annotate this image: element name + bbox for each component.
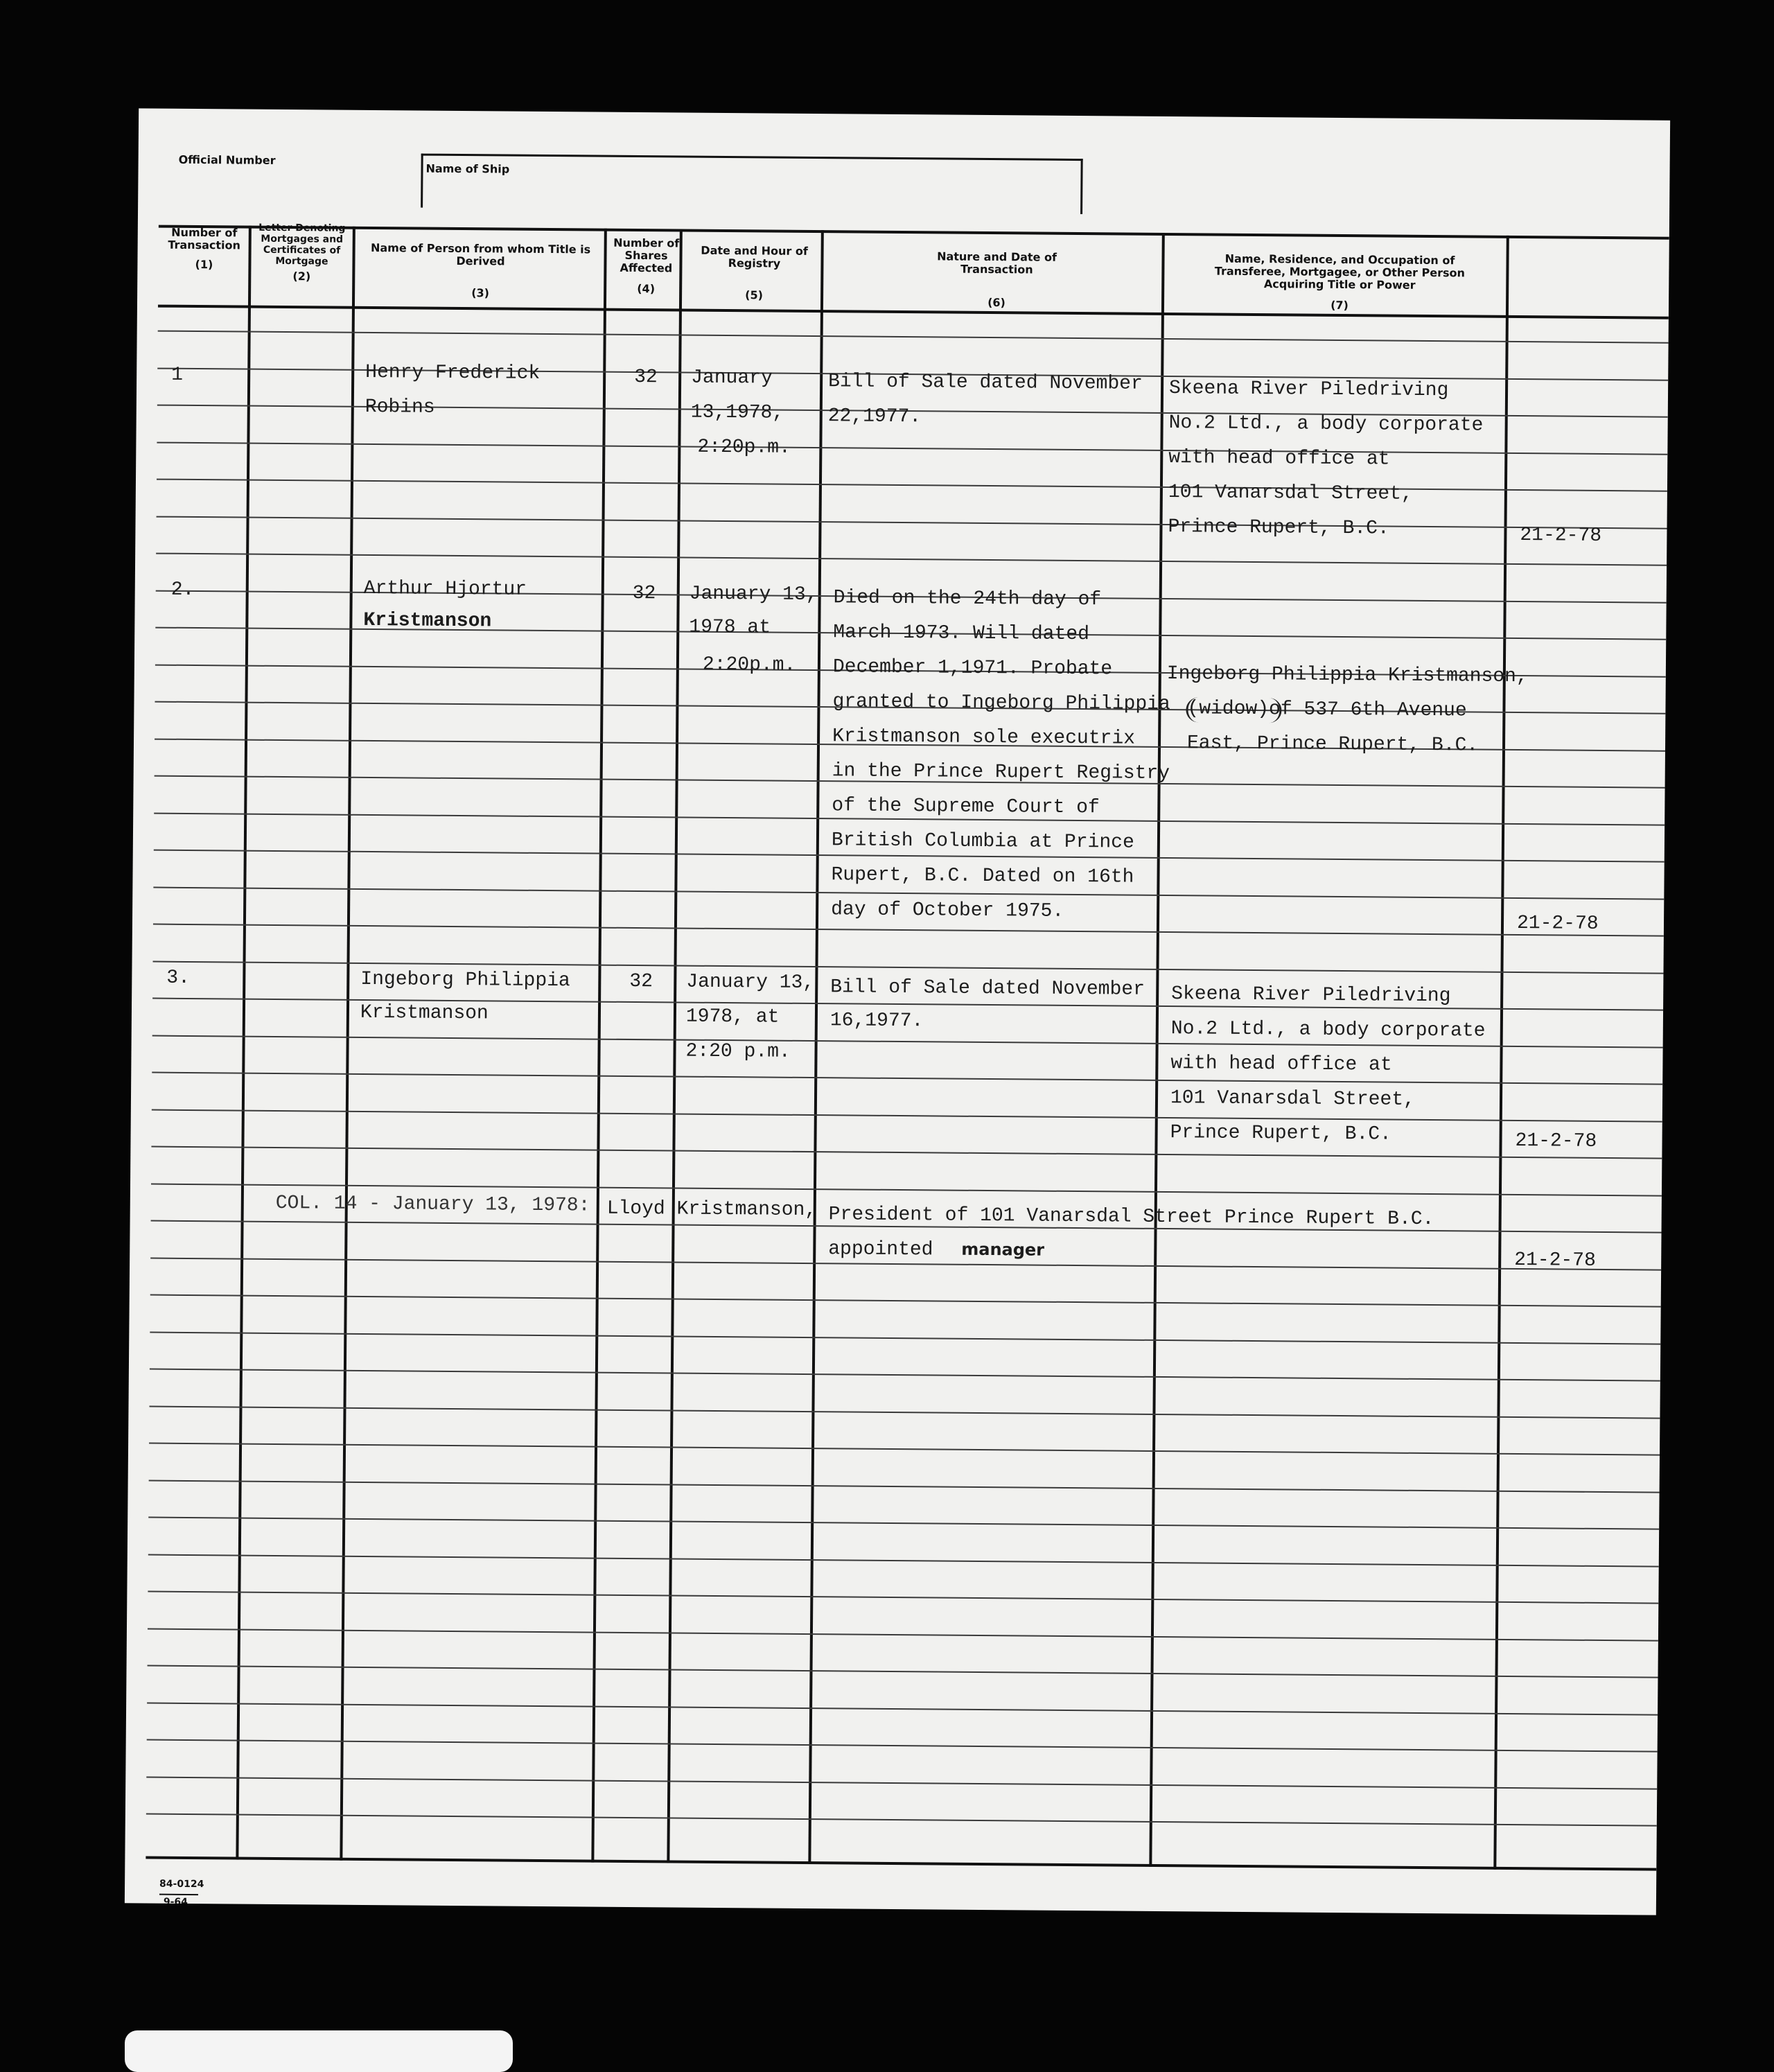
col-rule-2 <box>340 227 355 1861</box>
entry2-nature-line6: in the Prince Rupert Registry <box>832 760 1170 785</box>
col3-number: (3) <box>471 286 490 300</box>
col2-number: (2) <box>292 270 311 283</box>
col5-header <box>688 245 820 302</box>
entry3-transferee-line4: 101 Vanarsdal Street, <box>1170 1087 1416 1111</box>
ruled-line <box>148 1628 1658 1642</box>
ruled-line <box>153 887 1664 900</box>
entry1-transferee-line3: with head office at <box>1168 447 1390 471</box>
entry2-transferee-line1: Ingeborg Philippia Kristmanson, <box>1166 663 1528 688</box>
entry2-nature-line8: British Columbia at Prince <box>831 829 1134 854</box>
entry1-registry-line2: 13,1978, <box>690 401 784 424</box>
col7-number: (7) <box>1330 298 1349 313</box>
entry2-nature-line1: Died on the 24th day of <box>833 587 1102 611</box>
col6-number: (6) <box>987 295 1005 310</box>
entry2-nature-line10: day of October 1975. <box>831 899 1064 922</box>
col5-number: (5) <box>745 288 764 302</box>
ruled-line <box>149 1480 1660 1493</box>
entry3-nature-line1: Bill of Sale dated November <box>830 976 1145 1001</box>
ruled-line <box>146 1777 1657 1790</box>
ruled-lines <box>139 108 1670 120</box>
col-rule-3 <box>591 229 607 1863</box>
entry3-registry-line2: 1978, at <box>685 1006 780 1028</box>
ruled-line <box>152 1072 1662 1085</box>
col4-number: (4) <box>637 282 656 296</box>
note-col-ref: COL. 14 - January 13, 1978: <box>275 1192 590 1217</box>
entry2-transferee-line2: (widow)of 537 6th Avenue <box>1187 698 1467 722</box>
entry2-nature-line4: granted to Ingeborg Philippia <box>832 691 1170 716</box>
ruled-line <box>157 442 1667 455</box>
entry3-transferee-line2: No.2 Ltd., a body corporate <box>1170 1018 1486 1042</box>
ruled-line <box>150 1332 1660 1345</box>
col4-header-text: Number of Shares Affected <box>613 236 680 275</box>
ruled-line <box>156 553 1667 566</box>
entry2-nature-line9: Rupert, B.C. Dated on 16th <box>831 864 1134 888</box>
form-number-rule <box>159 1894 198 1895</box>
entry2-nature-line3: December 1,1971. Probate <box>832 656 1113 681</box>
entry3-registry-line3: 2:20 p.m. <box>685 1040 791 1063</box>
table-bottom-rule <box>146 1856 1656 1871</box>
ruled-line <box>147 1703 1658 1716</box>
form-number: 84-0124 <box>159 1878 204 1890</box>
entry2-shares: 32 <box>632 582 656 605</box>
ruled-line <box>148 1665 1658 1678</box>
ruled-line <box>147 1739 1658 1753</box>
mount-tab <box>125 2030 513 2072</box>
table-top-rule <box>159 225 1669 240</box>
entry2-nature-line2: March 1973. Will dated <box>833 622 1090 646</box>
entry1-transferee-line1: Skeena River Piledriving <box>1168 378 1449 402</box>
ruled-line <box>150 1294 1661 1308</box>
ruled-line <box>149 1443 1660 1456</box>
ruled-line <box>149 1406 1660 1419</box>
ship-box-top <box>421 154 1083 161</box>
col7-header-text: Name, Residence, and Occupation of Transferee, Mortgagee, or Other Person Acquiring Title or Power <box>1214 252 1466 292</box>
note-name: Lloyd Kristmanson, <box>606 1197 817 1222</box>
col4-header <box>613 237 680 296</box>
entry2-number: 2. <box>170 579 195 602</box>
entry3-shares: 32 <box>629 970 653 993</box>
col-rule-5 <box>808 230 824 1864</box>
entry2-registry-line3: 2:20p.m. <box>702 653 796 676</box>
ruled-line <box>148 1591 1658 1604</box>
entry3-transferee-line3: with head office at <box>1170 1053 1392 1076</box>
entry2-from-line1: Arthur Hjortur <box>363 577 527 601</box>
ruled-line <box>157 516 1667 529</box>
entry1-number: 1 <box>171 364 184 386</box>
entry2-nature-line5: Kristmanson sole executrix <box>832 726 1136 750</box>
entry2-registry-line2: 1978 at <box>689 616 771 639</box>
ruled-line <box>151 1146 1662 1159</box>
entry3-from-line1: Ingeborg Philippia <box>360 968 570 992</box>
entry1-registry-line1: January <box>691 367 773 389</box>
col3-header-text: Name of Person from whom Title is Derived <box>370 240 591 268</box>
ruled-line <box>158 331 1669 344</box>
entry2-margin-date: 21-2-78 <box>1516 913 1599 935</box>
entry1-nature-line2: 22,1977. <box>827 405 922 428</box>
note-margin-date: 21-2-78 <box>1514 1249 1596 1272</box>
entry2-registry-line1: January 13, <box>689 583 818 606</box>
entry3-from-line2: Kristmanson <box>360 1001 489 1025</box>
col-rule-7 <box>1493 236 1509 1870</box>
note-text-line2: appointed <box>828 1238 933 1261</box>
entry3-margin-date: 21-2-78 <box>1515 1130 1597 1152</box>
ship-box-right <box>1080 159 1083 214</box>
col1-header <box>159 227 248 272</box>
note-role: manager <box>961 1239 1045 1260</box>
col1-number: (1) <box>195 258 213 272</box>
entry3-transferee-line5: Prince Rupert, B.C. <box>1170 1122 1392 1145</box>
entry3-registry-line1: January 13, <box>686 971 815 994</box>
entry1-margin-date: 21-2-78 <box>1520 525 1602 547</box>
col2-header <box>251 222 353 283</box>
ruled-line <box>153 924 1664 937</box>
ruled-line <box>148 1517 1659 1530</box>
col5-header-text: Date and Hour of Registry <box>701 243 808 270</box>
entry1-transferee-line2: No.2 Ltd., a body corporate <box>1168 412 1484 437</box>
entry1-from-line2: Robins <box>365 396 435 419</box>
ruled-line <box>152 1109 1662 1123</box>
col6-header-text: Nature and Date of Transaction <box>937 249 1057 276</box>
entry2-nature-line7: of the Supreme Court of <box>832 795 1100 819</box>
col6-header <box>913 250 1080 310</box>
official-number-label: Official Number <box>178 152 276 167</box>
col2-header-text: Letter Denoting Mortgages and Certificates of Mortgage <box>258 222 346 267</box>
col-rule-6 <box>1149 233 1165 1867</box>
col1-header-text: Number of Transaction <box>168 225 241 252</box>
col7-header <box>1208 252 1472 313</box>
ship-box-left <box>421 154 423 208</box>
register-page <box>125 108 1670 1915</box>
entry1-from-line1: Henry Frederick <box>365 361 541 385</box>
entry1-transferee-line4: 101 Vanarsdal Street, <box>1168 482 1413 505</box>
entry1-nature-line1: Bill of Sale dated November <box>828 371 1143 395</box>
ruled-line <box>157 479 1667 492</box>
col-rule-1 <box>236 226 252 1860</box>
entry1-transferee-line5: Prince Rupert, B.C. <box>1168 516 1389 540</box>
entry3-number: 3. <box>166 967 191 989</box>
ruled-line <box>146 1814 1657 1827</box>
col-rule-4 <box>667 229 683 1863</box>
ruled-line <box>148 1554 1659 1568</box>
entry3-transferee-line1: Skeena River Piledriving <box>1171 983 1451 1008</box>
form-date: 9-64 <box>163 1896 188 1908</box>
entry2-from-line2: Kristmanson <box>363 609 492 633</box>
entry1-shares: 32 <box>634 366 658 389</box>
entry3-nature-line2: 16,1977. <box>829 1010 924 1033</box>
col3-header <box>366 242 595 301</box>
entry2-transferee-line3: East, Prince Rupert, B.C. <box>1186 732 1479 757</box>
ship-name-label: Name of Ship <box>425 161 510 176</box>
ruled-line <box>150 1369 1660 1382</box>
note-text-line1: President of 101 Vanarsdal Street Prince Rupert B.C. <box>828 1204 1434 1231</box>
entry1-registry-line3: 2:20p.m. <box>697 436 791 459</box>
